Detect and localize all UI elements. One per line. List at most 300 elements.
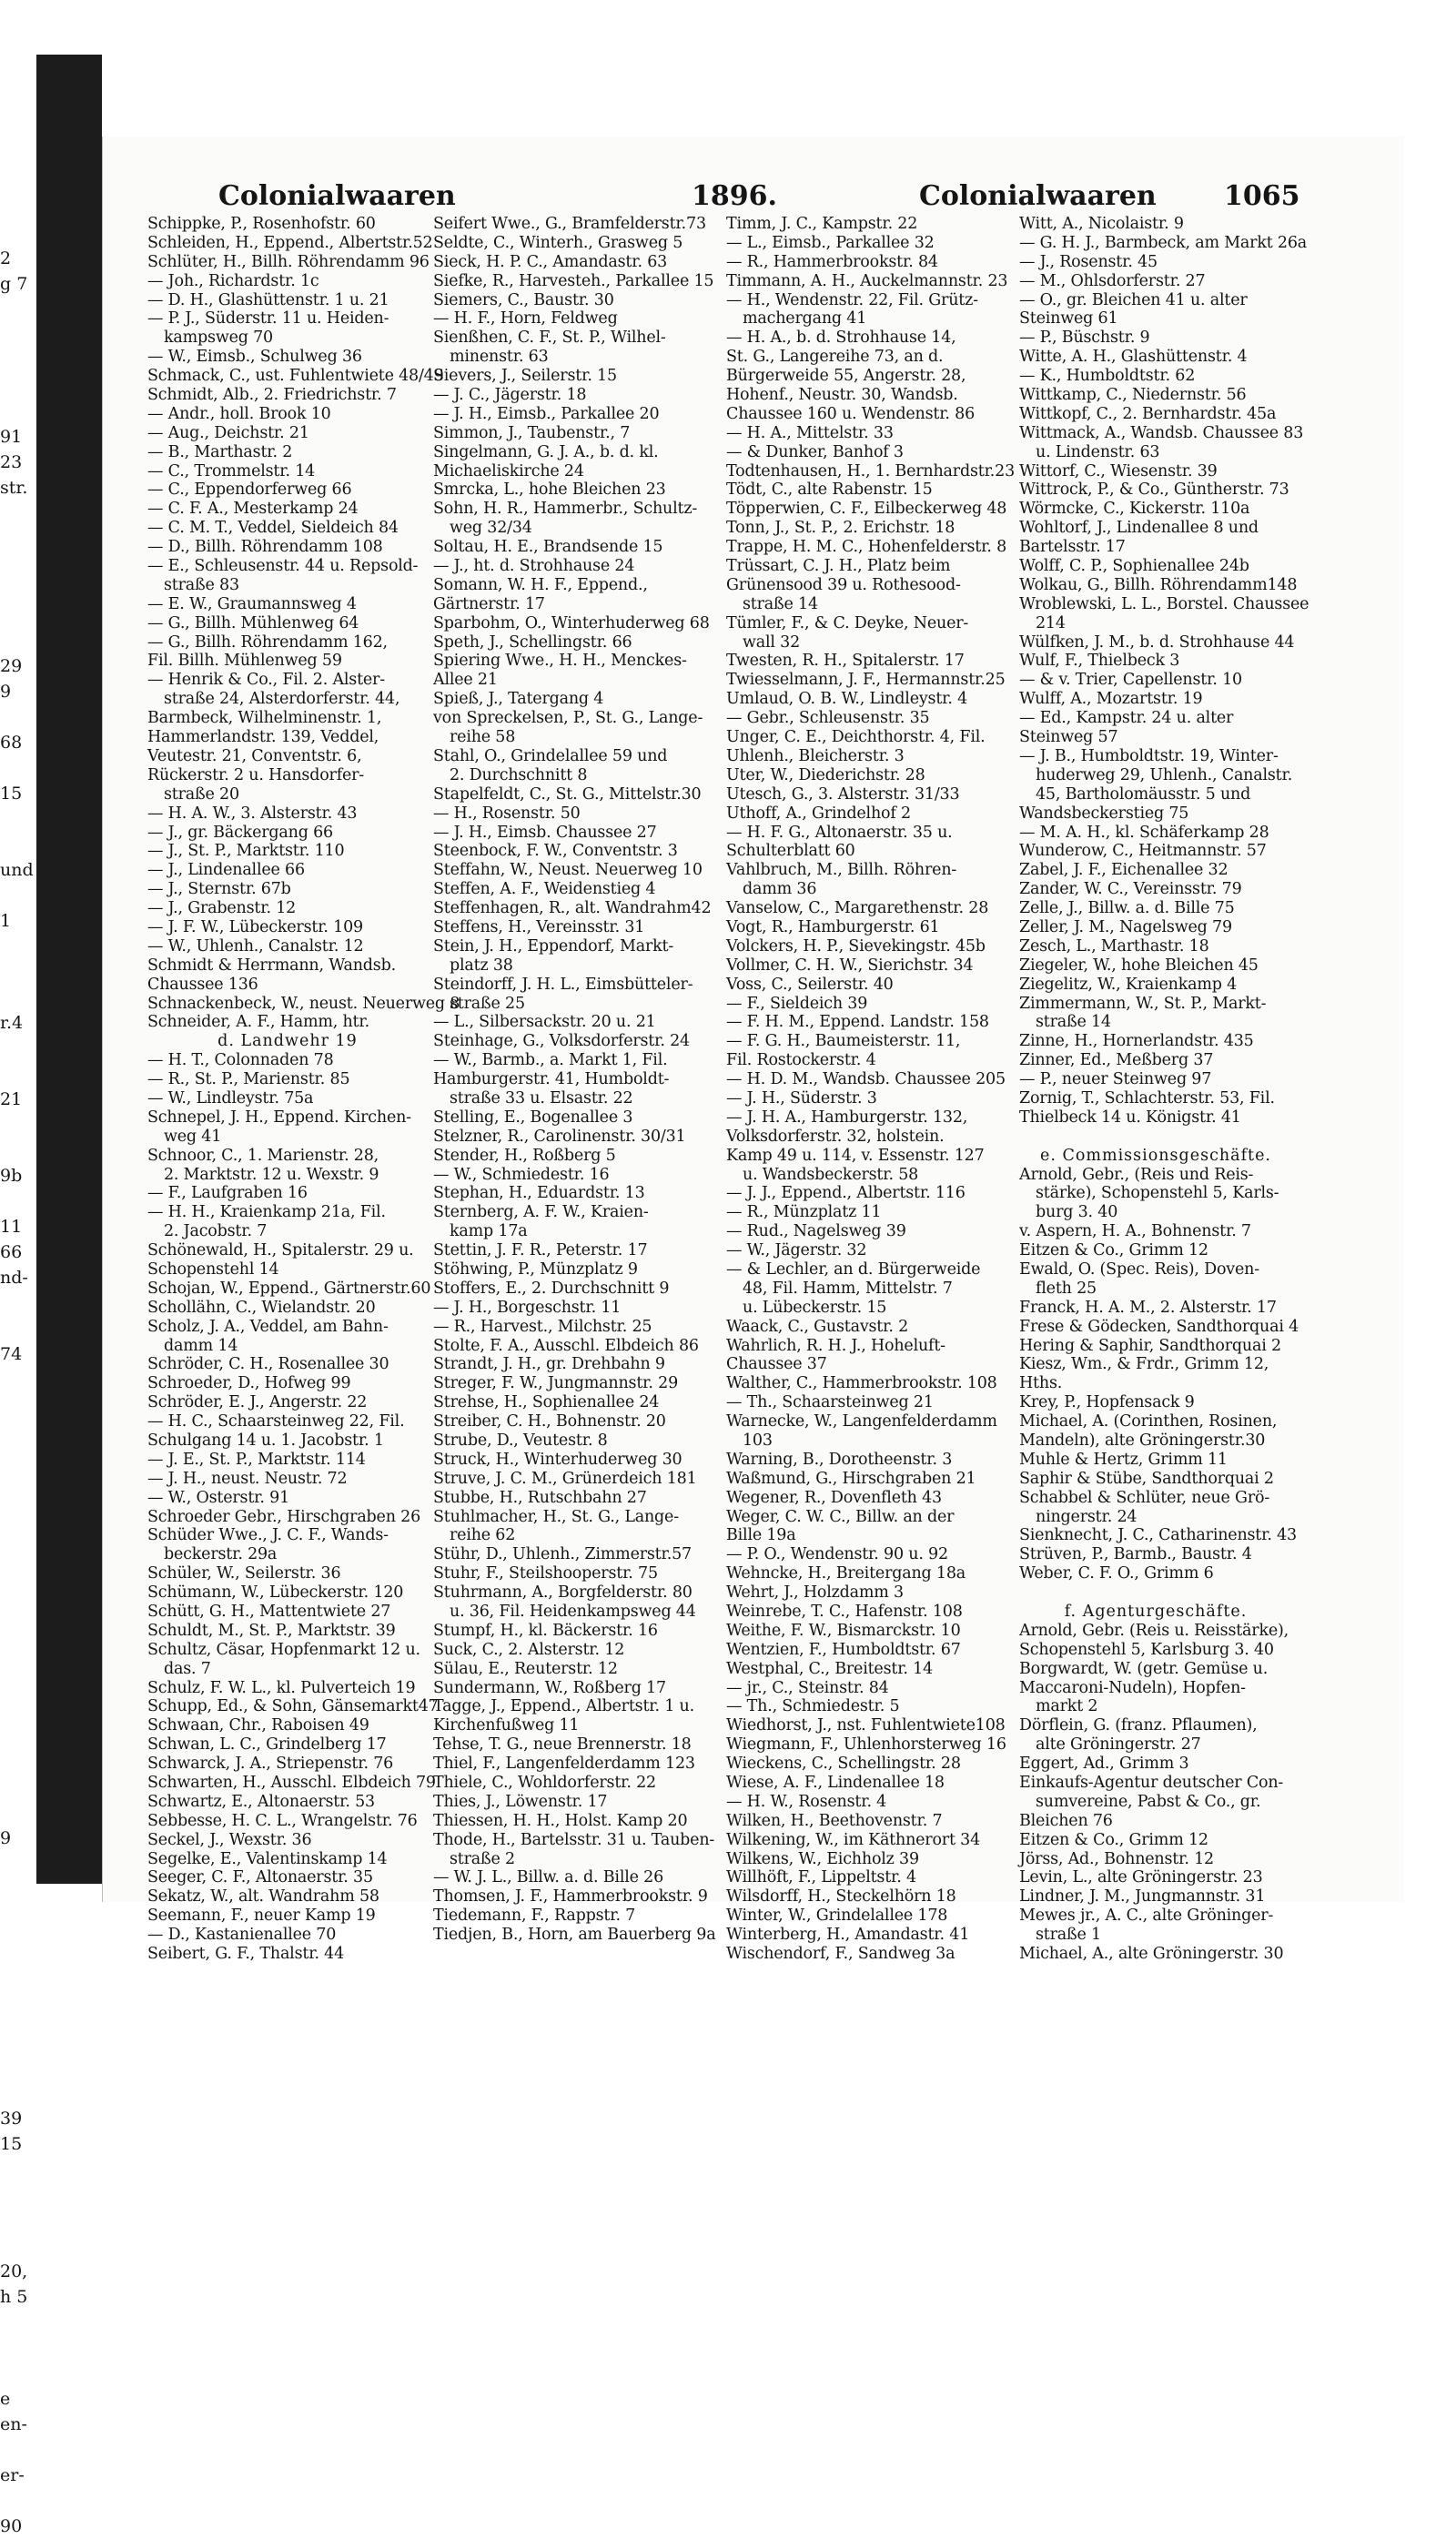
directory-line: weg 32/34	[450, 519, 532, 538]
directory-line: Kiesz, Wm., & Frdr., Grimm 12,	[1019, 1355, 1269, 1374]
directory-line: Sienknecht, J. C., Catharinenstr. 43	[1019, 1526, 1297, 1545]
directory-line: Scholz, J. A., Veddel, am Bahn-	[147, 1317, 389, 1336]
directory-line: Stubbe, H., Rutschbahn 27	[433, 1488, 647, 1507]
directory-line: Schüler, W., Seilerstr. 36	[147, 1564, 341, 1583]
directory-line: Schopenstehl 14	[147, 1259, 279, 1279]
directory-line: Steinhage, G., Volksdorferstr. 24	[433, 1032, 690, 1051]
directory-line: Winterberg, H., Amandastr. 41	[726, 1926, 970, 1945]
directory-line: straße 83	[164, 575, 239, 594]
directory-line: das. 7	[164, 1659, 211, 1678]
margin-fragment	[0, 704, 36, 730]
directory-line: Wehrt, J., Holzdamm 3	[726, 1583, 904, 1603]
directory-line: Struve, J. C. M., Grünerdeich 181	[433, 1469, 697, 1488]
directory-line: Tehse, T. G., neue Brennerstr. 18	[433, 1735, 692, 1755]
margin-fragment	[0, 1061, 36, 1087]
directory-line: Allee 21	[433, 671, 498, 690]
directory-line: — Rud., Nagelsweg 39	[726, 1222, 906, 1241]
directory-line: beckerstr. 29a	[164, 1545, 278, 1564]
margin-fragment	[0, 322, 36, 348]
directory-line: — W., Eimsb., Schulweg 36	[147, 348, 362, 367]
directory-line: Thielbeck 14 u. Königstr. 41	[1019, 1108, 1241, 1127]
directory-line: — Ed., Kampstr. 24 u. alter	[1019, 709, 1234, 728]
margin-fragment	[0, 1138, 36, 1163]
directory-column-2	[433, 215, 717, 1945]
directory-line: Streiber, C. H., Bohnenstr. 20	[433, 1412, 666, 1431]
directory-line: — D., Billh. Röhrendamm 108	[147, 538, 383, 557]
directory-line: Schupp, Ed., & Sohn, Gänsemarkt47	[147, 1697, 439, 1716]
directory-line: Wiegmann, F., Uhlenhorsterweg 16	[726, 1735, 1006, 1755]
directory-line: Hammerlandstr. 139, Veddel,	[147, 728, 379, 747]
directory-line: u. 36, Fil. Heidenkampsweg 44	[450, 1603, 696, 1622]
directory-line: reihe 62	[450, 1526, 516, 1545]
directory-line: Stapelfeldt, C., St. G., Mittelstr.30	[433, 784, 702, 804]
directory-line: — J. F. W., Lübeckerstr. 109	[147, 917, 363, 936]
directory-line: — J., St. P., Marktstr. 110	[147, 842, 345, 861]
directory-line: — H. H., Kraienkamp 21a, Fil.	[147, 1203, 386, 1222]
directory-line: 48, Fil. Hamm, Mittelstr. 7	[743, 1279, 953, 1298]
directory-line: straße 20	[164, 784, 239, 804]
directory-line: — R., St. P., Marienstr. 85	[147, 1070, 350, 1089]
directory-line: — F., Laufgraben 16	[147, 1184, 308, 1203]
margin-fragment: 20,	[0, 2261, 28, 2281]
directory-line: u. Lindenstr. 63	[1036, 442, 1160, 461]
directory-line: e. Commissionsgeschäfte.	[1039, 1146, 1271, 1165]
directory-line: Fil. Rostockerstr. 4	[726, 1051, 876, 1070]
margin-fragment	[0, 883, 36, 908]
directory-line: — jr., C., Steinstr. 84	[726, 1678, 889, 1697]
directory-line: Vahlbruch, M., Billh. Röhren-	[726, 861, 957, 880]
directory-line: Saphir & Stübe, Sandthorquai 2	[1019, 1469, 1274, 1488]
directory-line: Steffenhagen, R., alt. Wandrahm42	[433, 899, 712, 918]
directory-line: Kirchenfußweg 11	[433, 1716, 580, 1735]
directory-line: Zornig, T., Schlachterstr. 53, Fil.	[1019, 1088, 1275, 1108]
margin-fragment	[0, 1112, 36, 1138]
directory-line: Schümann, W., Lübeckerstr. 120	[147, 1583, 404, 1603]
directory-line: Seeger, C. F., Altonaerstr. 35	[147, 1868, 373, 1887]
margin-fragment	[0, 2004, 36, 2029]
directory-line: Gärtnerstr. 17	[433, 594, 545, 613]
margin-fragment: str.	[0, 478, 28, 498]
margin-fragment	[0, 2157, 36, 2182]
margin-fragment	[0, 399, 36, 424]
directory-line: straße 1	[1036, 1926, 1101, 1945]
margin-fragment: 9	[0, 682, 12, 702]
directory-line: Stolte, F. A., Ausschl. Elbdeich 86	[433, 1336, 699, 1355]
directory-line: — & Lechler, an d. Bürgerweide	[726, 1259, 981, 1279]
directory-line: Struck, H., Winterhuderweg 30	[433, 1450, 682, 1469]
directory-line: platz 38	[450, 956, 513, 975]
directory-line: Wilken, H., Beethovenstr. 7	[726, 1811, 943, 1830]
directory-line: Jörss, Ad., Bohnenstr. 12	[1019, 1849, 1214, 1868]
directory-line: Schroeder, D., Hofweg 99	[147, 1374, 351, 1393]
directory-line: Siemers, C., Baustr. 30	[433, 290, 614, 309]
margin-fragment: 39	[0, 2109, 23, 2129]
directory-line: — J. B., Humboldtstr. 19, Winter-	[1019, 746, 1279, 765]
margin-fragment	[0, 1545, 36, 1571]
directory-line: — & Dunker, Banhof 3	[726, 442, 904, 461]
directory-line: Muhle & Hertz, Grimm 11	[1019, 1450, 1228, 1469]
margin-fragment	[0, 832, 36, 857]
margin-fragment: 1	[0, 911, 12, 931]
directory-line: Seifert Wwe., G., Bramfelderstr.73	[433, 215, 706, 233]
directory-line: Seemann, F., neuer Kamp 19	[147, 1907, 376, 1926]
margin-fragment	[0, 1469, 36, 1494]
margin-fragment	[0, 348, 36, 373]
directory-line: straße 33 u. Elsastr. 22	[450, 1088, 633, 1108]
margin-fragment	[0, 1036, 36, 1061]
margin-fragment	[0, 1622, 36, 1647]
margin-fragment	[0, 1189, 36, 1214]
directory-line: Wilkening, W., im Käthnerort 34	[726, 1830, 981, 1849]
margin-fragment	[0, 985, 36, 1010]
directory-line: Schwaan, Chr., Raboisen 49	[147, 1716, 369, 1735]
margin-fragment	[0, 1520, 36, 1545]
margin-fragment: 9b	[0, 1166, 23, 1186]
directory-line: von Spreckelsen, P., St. G., Lange-	[433, 709, 703, 728]
margin-fragment	[0, 1800, 36, 1826]
directory-line: — Joh., Richardstr. 1c	[147, 271, 319, 290]
directory-line: Ziegelitz, W., Kraienkamp 4	[1019, 975, 1238, 994]
directory-line: Wischendorf, F., Sandweg 3a	[726, 1945, 956, 1964]
directory-line: Hering & Saphir, Sandthorquai 2	[1019, 1336, 1281, 1355]
directory-line: Smrcka, L., hohe Bleichen 23	[433, 480, 666, 500]
margin-fragment: nd-	[0, 1268, 28, 1288]
directory-line: Zinner, Ed., Meßberg 37	[1019, 1051, 1214, 1070]
margin-fragment	[0, 2080, 36, 2106]
directory-line: Arnold, Gebr., (Reis und Reis-	[1019, 1165, 1254, 1184]
directory-line: Schulgang 14 u. 1. Jacobstr. 1	[147, 1431, 384, 1450]
directory-line: Stumpf, H., kl. Bäckerstr. 16	[433, 1621, 658, 1640]
directory-line: — J., Sternstr. 67b	[147, 880, 291, 899]
directory-line: Spieß, J., Tatergang 4	[433, 690, 604, 709]
directory-line: Wieckens, C., Schellingstr. 28	[726, 1755, 961, 1774]
directory-line: — Th., Schmiedestr. 5	[726, 1697, 900, 1716]
directory-line: Schleiden, H., Eppend., Albertstr.52	[147, 233, 433, 252]
directory-line: — G., Billh. Röhrendamm 162,	[147, 632, 388, 652]
directory-line: Strube, D., Veutestr. 8	[433, 1431, 608, 1450]
directory-line: Wulf, F., Thielbeck 3	[1019, 652, 1180, 671]
directory-line: Vollmer, C. H. W., Sierichstr. 34	[726, 956, 974, 975]
directory-line: Stoffers, E., 2. Durchschnitt 9	[433, 1279, 670, 1298]
directory-line: Eitzen & Co., Grimm 12	[1019, 1241, 1208, 1260]
directory-line: Weber, C. F. O., Grimm 6	[1019, 1564, 1214, 1583]
directory-line: — L., Silbersackstr. 20 u. 21	[433, 1013, 656, 1032]
directory-line: Trüssart, C. J. H., Platz beim	[726, 557, 951, 576]
margin-fragment	[0, 1290, 36, 1316]
directory-line: fleth 25	[1036, 1279, 1097, 1298]
directory-line	[1019, 1128, 1292, 1147]
directory-line: Krey, P., Hopfensack 9	[1019, 1393, 1195, 1412]
margin-fragment	[0, 1494, 36, 1520]
margin-fragment	[0, 934, 36, 959]
directory-line: Töpperwien, C. F., Eilbeckerweg 48	[726, 500, 1007, 519]
margin-fragment	[0, 2335, 36, 2361]
directory-line: Borgwardt, W. (getr. Gemüse u.	[1019, 1659, 1269, 1678]
directory-line: Wülfken, J. M., b. d. Strohhause 44	[1019, 632, 1295, 652]
directory-line: — P., neuer Steinweg 97	[1019, 1070, 1212, 1089]
directory-line: f. Agenturgeschäfte.	[1064, 1603, 1248, 1622]
directory-line: Schmidt & Herrmann, Wandsb.	[147, 956, 396, 975]
directory-line: — J. H., Süderstr. 3	[726, 1088, 877, 1108]
directory-line: Willhöft, F., Lippeltstr. 4	[726, 1868, 916, 1887]
directory-line: — P., Büschstr. 9	[1019, 329, 1150, 348]
directory-line: — P. J., Süderstr. 11 u. Heiden-	[147, 309, 389, 329]
directory-line: — E. W., Graumannsweg 4	[147, 594, 357, 613]
margin-fragment	[0, 2233, 36, 2259]
margin-fragment	[0, 1927, 36, 1953]
margin-fragment	[0, 1316, 36, 1341]
directory-column-4	[1019, 215, 1309, 1964]
directory-line: — H. A., Mittelstr. 33	[726, 423, 894, 442]
margin-fragment	[0, 2437, 36, 2463]
directory-line: Sparbohm, O., Winterhuderweg 68	[433, 613, 710, 632]
margin-fragment: 90	[0, 2516, 23, 2536]
margin-fragment	[0, 1571, 36, 1596]
directory-line: Schwarten, H., Ausschl. Elbdeich 79	[147, 1774, 436, 1793]
directory-line: Bille 19a	[726, 1526, 796, 1545]
directory-line: Schippke, P., Rosenhofstr. 60	[147, 215, 376, 233]
directory-line: — J., ht. d. Strohhause 24	[433, 557, 635, 576]
directory-line: Twesten, R. H., Spitalerstr. 17	[726, 652, 965, 671]
margin-fragment: 23	[0, 452, 23, 472]
directory-line: Wiedhorst, J., nst. Fuhlentwiete108	[726, 1716, 1006, 1735]
directory-line: — M., Ohlsdorferstr. 27	[1019, 271, 1206, 290]
directory-line: Hamburgerstr. 41, Humboldt-	[433, 1070, 670, 1089]
directory-line: Siefke, R., Harvesteh., Parkallee 15	[433, 271, 714, 290]
directory-line: — H. D. M., Wandsb. Chaussee 205	[726, 1070, 1006, 1089]
directory-line: — J. C., Jägerstr. 18	[433, 386, 587, 405]
directory-line: Voss, C., Seilerstr. 40	[726, 975, 894, 994]
directory-line: — H. F. G., Altonaerstr. 35 u.	[726, 823, 953, 842]
directory-line: Thies, J., Löwenstr. 17	[433, 1792, 608, 1811]
directory-line: Weithe, F. W., Bismarckstr. 10	[726, 1621, 961, 1640]
directory-line: Uthoff, A., Grindelhof 2	[726, 804, 911, 823]
directory-line: Simmon, J., Taubenstr., 7	[433, 423, 631, 442]
margin-fragment	[0, 526, 36, 551]
directory-line: Einkaufs-Agentur deutscher Con-	[1019, 1774, 1284, 1793]
directory-line: Volksdorferstr. 32, holstein.	[726, 1127, 945, 1146]
directory-line: Weger, C. W. C., Billw. an der	[726, 1507, 955, 1526]
margin-fragment: 15	[0, 2134, 23, 2154]
directory-line: Stahl, O., Grindelallee 59 und	[433, 746, 668, 765]
directory-line: Utesch, G., 3. Alsterstr. 31/33	[726, 784, 960, 804]
directory-line: — W., Lindleystr. 75a	[147, 1088, 314, 1108]
directory-line: Schnackenbeck, W., neust. Neuerweg 8	[147, 994, 460, 1013]
directory-line: Mewes jr., A. C., alte Gröninger-	[1019, 1907, 1274, 1926]
directory-line: Schwan, L. C., Grindelberg 17	[147, 1735, 387, 1755]
directory-line: Todtenhausen, H., 1. Bernhardstr.23	[726, 461, 1016, 480]
directory-line: reihe 58	[450, 728, 516, 747]
directory-line: Timm, J. C., Kampstr. 22	[726, 215, 918, 233]
directory-line: Schulterblatt 60	[726, 842, 855, 861]
directory-line: Strüven, P., Barmb., Baustr. 4	[1019, 1545, 1252, 1564]
directory-line: Stelzner, R., Carolinenstr. 30/31	[433, 1127, 686, 1146]
directory-line: Zimmermann, W., St. P., Markt-	[1019, 994, 1267, 1013]
directory-line: Schütt, G. H., Mattentwiete 27	[147, 1603, 391, 1622]
directory-line: Wandsbeckerstieg 75	[1019, 804, 1189, 823]
previous-page-margin	[0, 246, 36, 2539]
directory-line: damm 14	[164, 1336, 238, 1355]
directory-line: Schultz, Cäsar, Hopfenmarkt 12 u.	[147, 1640, 420, 1659]
directory-line: Schnoor, C., 1. Marienstr. 28,	[147, 1146, 379, 1165]
directory-line: alte Gröningerstr. 27	[1036, 1735, 1201, 1755]
directory-line: Lindner, J. M., Jungmannstr. 31	[1019, 1887, 1266, 1907]
directory-line: 2. Jacobstr. 7	[164, 1222, 268, 1241]
directory-line: Seldte, C., Winterh., Grasweg 5	[433, 233, 683, 252]
directory-line: Steffen, A. F., Weidenstieg 4	[433, 880, 656, 899]
directory-line: — J. H., Eimsb., Parkallee 20	[433, 404, 660, 423]
directory-line: — H., Wendenstr. 22, Fil. Grütz-	[726, 290, 978, 309]
directory-line: Bartelsstr. 17	[1019, 538, 1126, 557]
directory-line: Wehncke, H., Breitergang 18a	[726, 1564, 966, 1583]
directory-line: Wolff, C. P., Sophienallee 24b	[1019, 557, 1249, 576]
directory-line: Sekatz, W., alt. Wandrahm 58	[147, 1887, 379, 1907]
directory-line: Sieck, H. P. C., Amandastr. 63	[433, 252, 668, 271]
directory-line: — O., gr. Bleichen 41 u. alter	[1019, 290, 1248, 309]
directory-line: Strehse, H., Sophienallee 24	[433, 1393, 660, 1412]
page-header	[136, 180, 1300, 213]
directory-line: sumvereine, Pabst & Co., gr.	[1036, 1792, 1261, 1811]
directory-line: Strandt, J. H., gr. Drehbahn 9	[433, 1355, 665, 1374]
directory-line: Thomsen, J. F., Hammerbrookstr. 9	[433, 1887, 708, 1907]
directory-line: Schüder Wwe., J. C. F., Wands-	[147, 1526, 389, 1545]
margin-fragment: 21	[0, 1089, 23, 1109]
directory-line: Wittorf, C., Wiesenstr. 39	[1019, 461, 1218, 480]
directory-line: Stettin, J. F. R., Peterstr. 17	[433, 1241, 648, 1260]
directory-line: markt 2	[1036, 1697, 1098, 1716]
directory-line: kampsweg 70	[164, 329, 273, 348]
directory-line: Unger, C. E., Deichthorstr. 4, Fil.	[726, 728, 986, 747]
directory-line: Wilkens, W., Eichholz 39	[726, 1849, 919, 1868]
directory-line: Wegener, R., Dovenfleth 43	[726, 1488, 942, 1507]
directory-line: — H. C., Schaarsteinweg 22, Fil.	[147, 1412, 405, 1431]
margin-fragment	[0, 1953, 36, 1978]
margin-fragment	[0, 297, 36, 322]
directory-line: Levin, L., alte Gröningerstr. 23	[1019, 1868, 1263, 1887]
directory-line: Michael, A. (Corinthen, Rosinen,	[1019, 1412, 1278, 1431]
directory-line: Schroeder Gebr., Hirschgraben 26	[147, 1507, 421, 1526]
directory-line: Ewald, O. (Spec. Reis), Doven-	[1019, 1259, 1259, 1279]
directory-line: Frese & Gödecken, Sandthorquai 4	[1019, 1317, 1299, 1336]
directory-line: Arnold, Gebr. (Reis u. Reisstärke),	[1019, 1621, 1289, 1640]
margin-fragment: 29	[0, 656, 23, 676]
directory-line: Schopenstehl 5, Karlsburg 3. 40	[1019, 1640, 1274, 1659]
margin-fragment	[0, 1367, 36, 1392]
directory-line: — C. F. A., Mesterkamp 24	[147, 500, 359, 519]
directory-line: Walther, C., Hammerbrookstr. 108	[726, 1374, 997, 1393]
margin-fragment: en-	[0, 2414, 27, 2434]
directory-line: Wittrock, P., & Co., Güntherstr. 73	[1019, 480, 1289, 500]
directory-column-1	[147, 215, 460, 1964]
margin-fragment	[0, 755, 36, 781]
directory-line: Wulff, A., Mozartstr. 19	[1019, 690, 1203, 709]
margin-fragment: r.4	[0, 1013, 24, 1033]
directory-line: Wörmcke, C., Kickerstr. 110a	[1019, 500, 1250, 519]
header-year: 1896.	[692, 180, 777, 212]
directory-line: Wiese, A. F., Lindenallee 18	[726, 1774, 945, 1793]
directory-line: Trappe, H. M. C., Hohenfelderstr. 8	[726, 538, 1007, 557]
directory-line: Ziegeler, W., hohe Bleichen 45	[1019, 956, 1259, 975]
directory-line: kamp 17a	[450, 1222, 528, 1241]
directory-line: Weinrebe, T. C., Hafenstr. 108	[726, 1603, 963, 1622]
directory-line: Schröder, E. J., Angerstr. 22	[147, 1393, 368, 1412]
directory-line: Stühr, D., Uhlenh., Zimmerstr.57	[433, 1545, 692, 1564]
directory-column-3	[726, 215, 1016, 1964]
margin-fragment: 2	[0, 248, 12, 268]
directory-line: Eggert, Ad., Grimm 3	[1019, 1755, 1189, 1774]
directory-line: Steffens, H., Vereinsstr. 31	[433, 917, 645, 936]
directory-line: Uter, W., Diederichstr. 28	[726, 765, 925, 784]
directory-line: Sternberg, A. F. W., Kraien-	[433, 1203, 649, 1222]
directory-line: Stephan, H., Eduardstr. 13	[433, 1184, 645, 1203]
directory-line: — J. H. A., Hamburgerstr. 132,	[726, 1108, 968, 1127]
directory-line: Thiel, F., Langenfelderdamm 123	[433, 1755, 695, 1774]
margin-fragment	[0, 1902, 36, 1927]
directory-line: Uhlenh., Bleicherstr. 3	[726, 746, 905, 765]
directory-line: Stender, H., Roßberg 5	[433, 1146, 616, 1165]
directory-line: Hohenf., Neustr. 30, Wandsb.	[726, 386, 958, 405]
directory-line: — F. G. H., Baumeisterstr. 11,	[726, 1032, 961, 1051]
directory-line: — H. A., b. d. Strohhause 14,	[726, 329, 956, 348]
directory-line: — G., Billh. Mühlenweg 64	[147, 613, 359, 632]
directory-line: — H., Rosenstr. 50	[433, 804, 581, 823]
directory-line: Volckers, H. P., Sievekingstr. 45b	[726, 936, 986, 956]
margin-fragment	[0, 501, 36, 526]
directory-line: — Andr., holl. Brook 10	[147, 404, 331, 423]
directory-line: Vogt, R., Hamburgerstr. 61	[726, 917, 940, 936]
directory-line: Waßmund, G., Hirschgraben 21	[726, 1469, 976, 1488]
margin-fragment: 15	[0, 784, 23, 804]
margin-fragment	[0, 1698, 36, 1724]
margin-fragment	[0, 1596, 36, 1622]
directory-line: v. Aspern, H. A., Bohnenstr. 7	[1019, 1222, 1251, 1241]
directory-line: straße 14	[743, 594, 818, 613]
directory-line: — J., Rosenstr. 45	[1019, 252, 1158, 271]
directory-line: Tagge, J., Eppend., Albertstr. 1 u.	[433, 1697, 694, 1716]
directory-line: Steinweg 57	[1019, 728, 1118, 747]
directory-line: Schojan, W., Eppend., Gärtnerstr.60	[147, 1279, 431, 1298]
margin-fragment: 74	[0, 1344, 23, 1364]
directory-line: Somann, W. H. F., Eppend.,	[433, 575, 648, 594]
directory-line: minenstr. 63	[450, 348, 549, 367]
margin-fragment	[0, 373, 36, 399]
margin-fragment: er-	[0, 2465, 25, 2485]
directory-line: d. Landwehr 19	[217, 1032, 358, 1051]
directory-line: Seckel, J., Wexstr. 36	[147, 1830, 312, 1849]
directory-line: — G. H. J., Barmbeck, am Markt 26a	[1019, 233, 1308, 252]
directory-line: wall 32	[743, 632, 801, 652]
directory-line: — D., Kastanienallee 70	[147, 1926, 337, 1945]
directory-line: — H. T., Colonnaden 78	[147, 1051, 334, 1070]
directory-line: Thode, H., Bartelsstr. 31 u. Tauben-	[433, 1830, 715, 1849]
margin-fragment	[0, 2182, 36, 2208]
directory-line: huderweg 29, Uhlenh., Canalstr.	[1036, 765, 1293, 784]
directory-line: Wittkopf, C., 2. Bernhardstr. 45a	[1019, 404, 1277, 423]
directory-line: Timmann, A. H., Auckelmannstr. 23	[726, 271, 1008, 290]
directory-line: Schwarck, J. A., Striepenstr. 76	[147, 1755, 394, 1774]
directory-line: Sundermann, W., Roßberg 17	[433, 1678, 666, 1697]
margin-fragment: h 5	[0, 2287, 28, 2307]
directory-line: Vanselow, C., Margarethenstr. 28	[726, 899, 989, 918]
directory-line: Witte, A. H., Glashüttenstr. 4	[1019, 348, 1248, 367]
directory-line: — Henrik & Co., Fil. 2. Alster-	[147, 671, 385, 690]
directory-line: — H. F., Horn, Feldweg	[433, 309, 618, 329]
directory-line: Stuhr, F., Steilshooperstr. 75	[433, 1564, 658, 1583]
margin-fragment	[0, 2488, 36, 2514]
directory-line: Kamp 49 u. 114, v. Essenstr. 127	[726, 1146, 985, 1165]
directory-line: — R., Harvest., Milchstr. 25	[433, 1317, 652, 1336]
directory-line: Hths.	[1019, 1374, 1063, 1393]
